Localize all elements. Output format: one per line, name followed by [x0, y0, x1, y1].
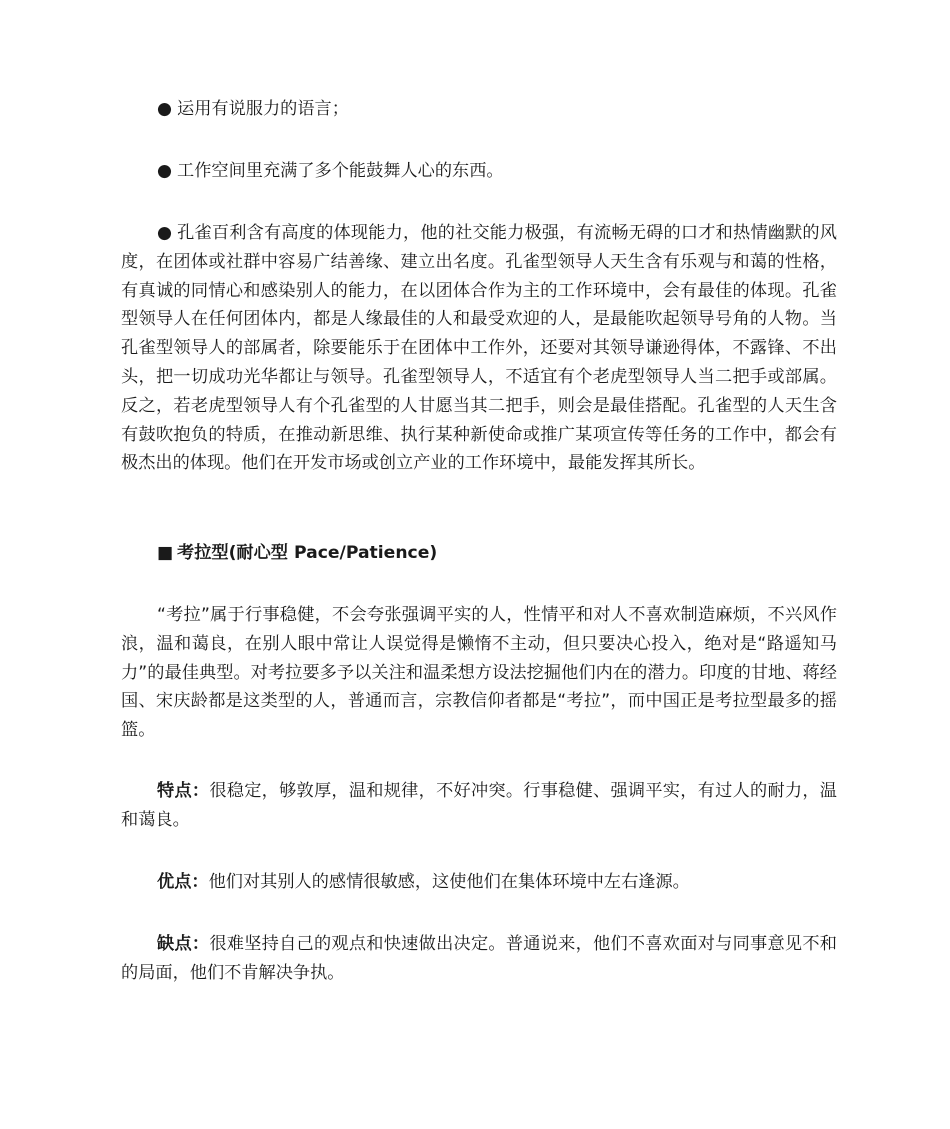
- weaknesses-text: 很难坚持自己的观点和快速做出决定。普通说来，他们不喜欢面对与同事意见不和的局面，他们不肯解决争执。: [121, 934, 837, 983]
- weaknesses-label: 缺点：: [157, 934, 210, 954]
- section-heading: [121, 539, 837, 568]
- square-bullet-icon: ■: [157, 543, 174, 563]
- traits-paragraph: [121, 777, 837, 835]
- koala-intro-paragraph: “考拉”属于行事稳健，不会夸张强调平实的人，性情平和对人不喜欢制造麻烦，不兴风作浪，温和蔼良，在别人眼中常让人误觉得是懒惰不主动，但只要决心投入，绝对是“路遥知马力”的最佳典型。对考拉要多予以关注和温柔想方设法挖掘他们内在的潜力。印度的甘地、蒋经国、宋庆龄都是这类型的人，普通而言，宗教信仰者都是“考拉”，而中国正是考拉型最多的摇篮。: [121, 605, 837, 741]
- bullet-icon: ●: [157, 99, 172, 119]
- traits-text: 很稳定，够敦厚，温和规律，不好冲突。行事稳健、强调平实，有过人的耐力，温和蔼良。: [121, 781, 837, 830]
- section-heading-text: 考拉型(耐心型 Pace/Patience): [177, 543, 438, 563]
- bullet-item: [121, 157, 837, 186]
- peacock-paragraph: [121, 219, 837, 478]
- bullet-item: [121, 95, 837, 124]
- bullet-text: 运用有说服力的语言；: [177, 99, 349, 119]
- bullet-text: 工作空间里充满了多个能鼓舞人心的东西。: [177, 161, 504, 181]
- bullet-icon: ●: [157, 223, 172, 243]
- traits-label: 特点：: [157, 781, 210, 801]
- bullet-icon: ●: [157, 161, 172, 181]
- strengths-paragraph: [121, 868, 837, 897]
- strengths-text: 他们对其别人的感情很敏感，这使他们在集体环境中左右逢源。: [208, 872, 690, 892]
- strengths-label: 优点：: [157, 872, 209, 892]
- peacock-paragraph-text: 孔雀百利含有高度的体现能力，他的社交能力极强，有流畅无碍的口才和热情幽默的风度，在团体或社群中容易广结善缘、建立出名度。孔雀型领导人天生含有乐观与和蔼的性格，有真诚的同情心和感染别人的能力，在以团体合作为主的工作环境中，会有最佳的体现。孔雀型领导人在任何团体内，都是人缘最佳的人和最受欢迎的人，是最能吹起领导号角的人物。当孔雀型领导人的部属者，除要能乐于在团体中工作外，还要对其领导谦逊得体，不露锋、不出头，把一切成功光华都让与领导。孔雀型领导人，不适宜有个老虎型领导人当二把手或部属。反之，若老虎型领导人有个孔雀型的人甘愿当其二把手，则会是最佳搭配。孔雀型的人天生含有鼓吹抱负的特质，在推动新思维、执行某种新使命或推广某项宣传等任务的工作中，都会有极杰出的体现。他们在开发市场或创立产业的工作环境中，最能发挥其所长。: [121, 223, 837, 474]
- weaknesses-paragraph: [121, 930, 837, 988]
